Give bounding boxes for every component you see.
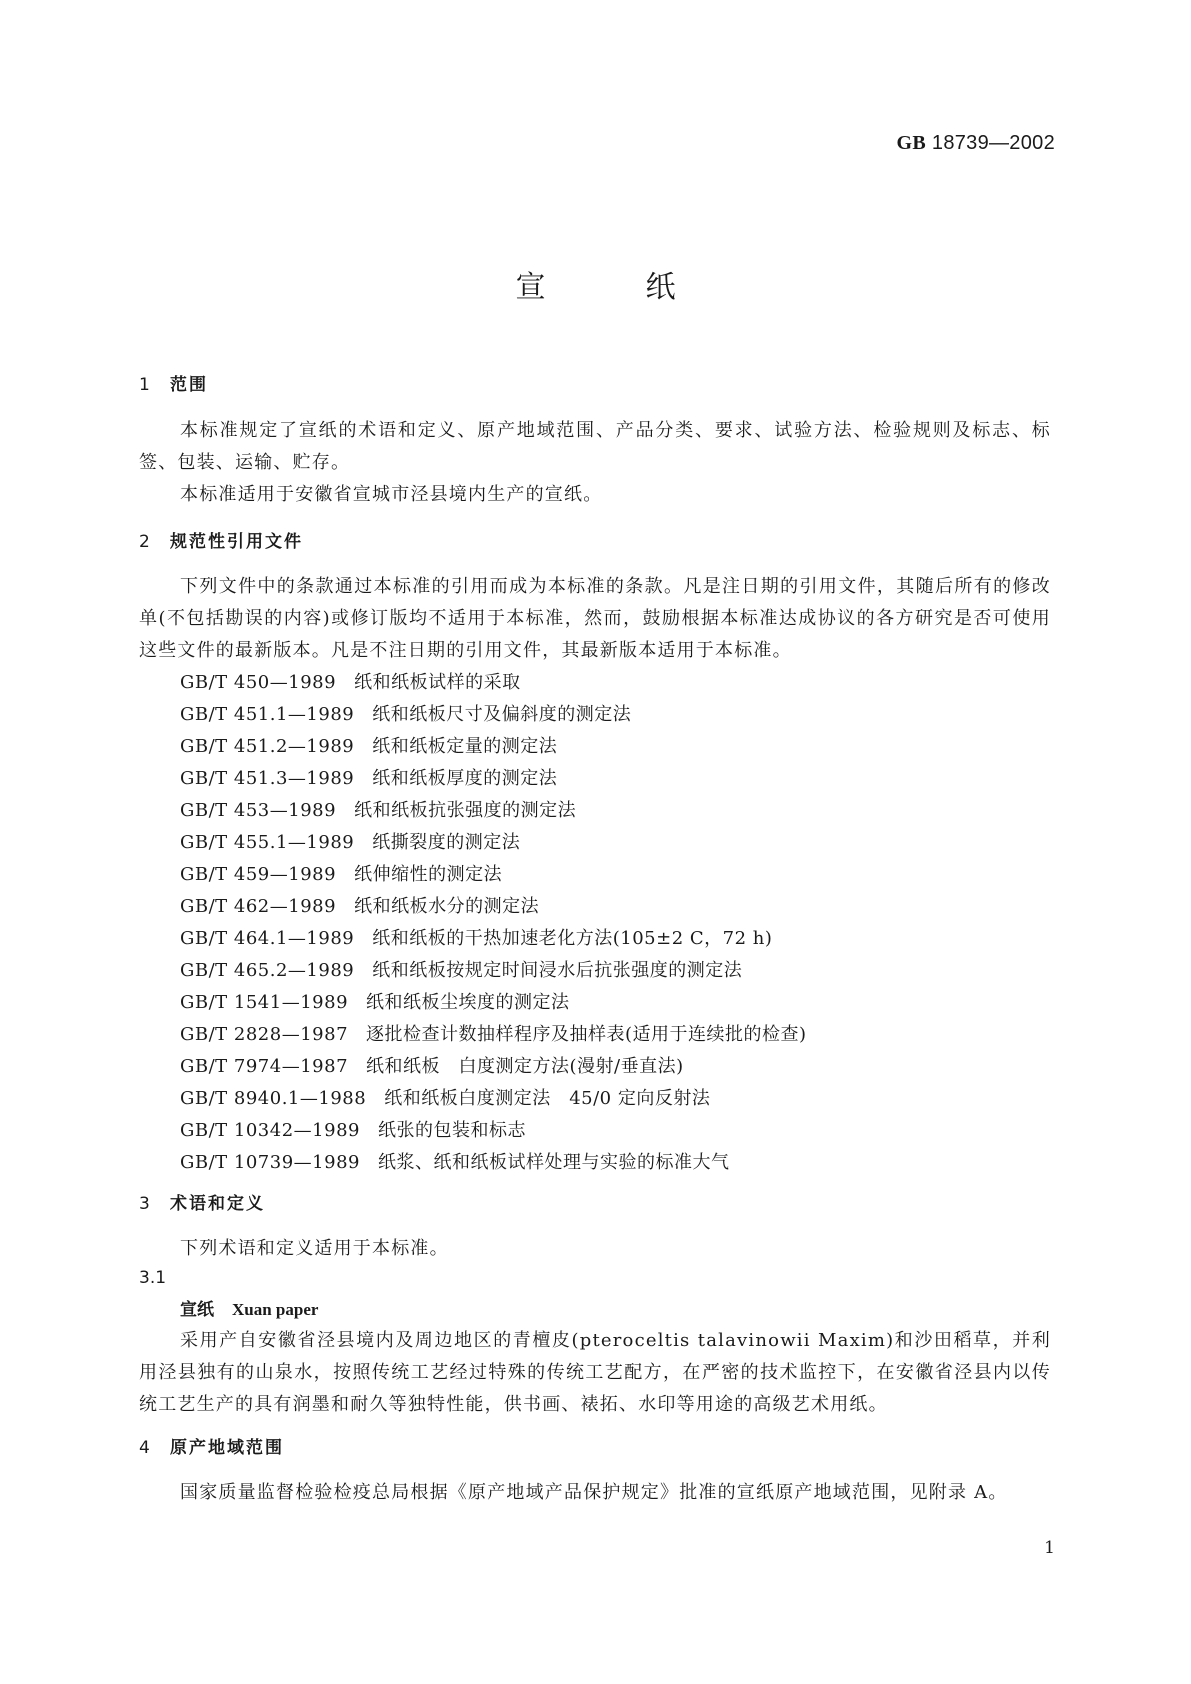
scope-paragraph-2: 本标准适用于安徽省宣城市泾县境内生产的宣纸。 (180, 484, 603, 505)
section-heading-scope (139, 372, 1051, 398)
reference-title: 纸撕裂度的测定法 (372, 832, 521, 853)
reference-item (139, 699, 1051, 731)
section-number: 4 (139, 1438, 152, 1458)
reference-item (139, 1115, 1051, 1147)
section-heading-terms (139, 1191, 1051, 1217)
reference-code: GB/T 462—1989 (180, 896, 337, 917)
reference-title: 纸和纸板厚度的测定法 (372, 768, 558, 789)
section-number: 2 (139, 532, 152, 552)
reference-code: GB/T 465.2—1989 (180, 960, 355, 981)
reference-code: GB/T 1541—1989 (180, 992, 349, 1013)
reference-item (139, 731, 1051, 763)
section-heading-origin-area (139, 1435, 1051, 1461)
reference-title: 纸张的包装和标志 (377, 1120, 526, 1141)
reference-item (139, 1147, 1051, 1179)
reference-item (139, 827, 1051, 859)
reference-title: 纸和纸板按规定时间浸水后抗张强度的测定法 (372, 960, 743, 981)
standard-code (897, 132, 1055, 155)
term-english: Xuan paper (232, 1300, 319, 1319)
reference-title: 纸和纸板的干热加速老化方法(105±2 C，72 h) (372, 928, 773, 949)
reference-code: GB/T 10739—1989 (180, 1152, 360, 1173)
reference-item (139, 923, 1051, 955)
reference-code: GB/T 7974—1987 (180, 1056, 349, 1077)
subsection-number: 3.1 (139, 1268, 167, 1288)
reference-code: GB/T 464.1—1989 (180, 928, 355, 949)
reference-item (139, 859, 1051, 891)
reference-list (139, 667, 1051, 1179)
section-title: 术语和定义 (170, 1194, 265, 1214)
reference-title: 逐批检查计数抽样程序及抽样表(适用于连续批的检查) (366, 1024, 807, 1045)
reference-code: GB/T 459—1989 (180, 864, 337, 885)
page-number: 1 (1044, 1538, 1055, 1558)
reference-item (139, 955, 1051, 987)
reference-title: 纸和纸板白度测定法 45/0 定向反射法 (384, 1088, 711, 1109)
reference-code: GB/T 451.3—1989 (180, 768, 355, 789)
reference-title: 纸和纸板尺寸及偏斜度的测定法 (372, 704, 632, 725)
term-heading (139, 1295, 1051, 1325)
reference-item (139, 763, 1051, 795)
section-heading-normative-references (139, 529, 1051, 555)
terms-paragraph: 下列术语和定义适用于本标准。 (180, 1238, 449, 1259)
reference-code: GB/T 450—1989 (180, 672, 337, 693)
scope-paragraph-1: 本标准规定了宣纸的术语和定义、原产地域范围、产品分类、要求、试验方法、检验规则及标志、标签、包装、运输、贮存。 (139, 420, 1051, 473)
reference-code: GB/T 451.2—1989 (180, 736, 355, 757)
reference-code: GB/T 453—1989 (180, 800, 337, 821)
standard-prefix: GB (896, 132, 927, 154)
reference-code: GB/T 2828—1987 (180, 1024, 349, 1045)
reference-title: 纸伸缩性的测定法 (354, 864, 503, 885)
term-chinese: 宣纸 (180, 1300, 214, 1320)
standard-number: 18739—2002 (931, 132, 1055, 154)
reference-title: 纸和纸板尘埃度的测定法 (366, 992, 570, 1013)
reference-code: GB/T 451.1—1989 (180, 704, 355, 725)
reference-item (139, 1019, 1051, 1051)
section-number: 1 (139, 375, 152, 395)
section-title: 规范性引用文件 (170, 532, 303, 552)
references-paragraph: 下列文件中的条款通过本标准的引用而成为本标准的条款。凡是注日期的引用文件，其随后所有的修改单(不包括勘误的内容)或修订版均不适用于本标准，然而，鼓励根据本标准达成协议的各方研究是否可使用这些文件的最新版本。凡是不注日期的引用文件，其最新版本适用于本标准。 (139, 576, 1051, 661)
reference-item (139, 891, 1051, 923)
reference-code: GB/T 8940.1—1988 (180, 1088, 367, 1109)
document-title: 宣纸 (515, 270, 776, 305)
section-number: 3 (139, 1194, 152, 1214)
section-title: 原产地域范围 (170, 1438, 284, 1458)
reference-item (139, 667, 1051, 699)
reference-title: 纸和纸板抗张强度的测定法 (354, 800, 577, 821)
reference-item (139, 1083, 1051, 1115)
reference-item (139, 795, 1051, 827)
reference-title: 纸和纸板 白度测定方法(漫射/垂直法) (366, 1056, 684, 1077)
reference-code: GB/T 455.1—1989 (180, 832, 355, 853)
origin-area-paragraph: 国家质量监督检验检疫总局根据《原产地域产品保护规定》批准的宣纸原产地域范围，见附录 A。 (180, 1482, 1008, 1503)
reference-title: 纸和纸板试样的采取 (354, 672, 521, 693)
reference-item (139, 987, 1051, 1019)
reference-code: GB/T 10342—1989 (180, 1120, 360, 1141)
section-title: 范围 (170, 375, 208, 395)
reference-title: 纸和纸板水分的测定法 (354, 896, 540, 917)
reference-title: 纸浆、纸和纸板试样处理与实验的标准大气 (377, 1152, 730, 1173)
term-definition: 采用产自安徽省泾县境内及周边地区的青檀皮(pteroceltis talavinowii Maxim)和沙田稻草，并利用泾县独有的山泉水，按照传统工艺经过特殊的传统工艺配方，在严密的技术监控下，在安徽省泾县内以传统工艺生产的具有润墨和耐久等独特性能，供书画、裱拓、水印等用途的高级艺术用纸。 (139, 1330, 1051, 1415)
document-body (139, 372, 1051, 1509)
reference-item (139, 1051, 1051, 1083)
reference-title: 纸和纸板定量的测定法 (372, 736, 558, 757)
